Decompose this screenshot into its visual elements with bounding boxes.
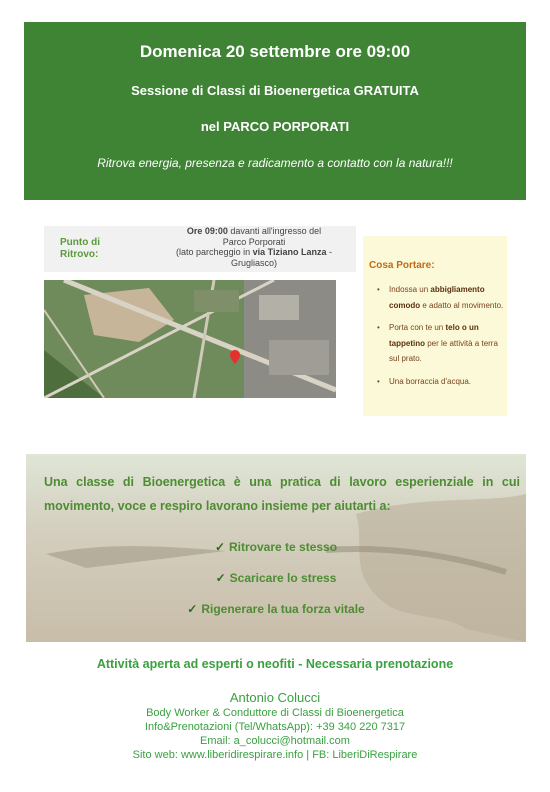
check-icon: ✓ — [214, 540, 225, 554]
meeting-label-line1: Punto di — [60, 237, 100, 248]
meeting-point-label — [60, 237, 100, 261]
meeting-point-box — [44, 226, 356, 272]
event-header — [24, 22, 526, 200]
benefit-item-3 — [26, 602, 526, 616]
contact-email[interactable]: Email: a_colucci@hotmail.com — [200, 735, 350, 747]
meeting-time: Ore 09:00 — [186, 226, 228, 236]
bring-item1-post: e adatto al movimento. — [420, 300, 504, 310]
bioenergetics-intro: Una classe di Bioenergetica è una pratica di lavoro esperienziale in cui movimento, voce e respiro lavorano insieme per aiutarti a: — [44, 475, 520, 513]
event-date-title: Domenica 20 settembre ore 09:00 — [139, 42, 411, 61]
benefit-item-2 — [26, 571, 526, 585]
map-graphic — [44, 280, 336, 398]
contact-phone[interactable]: Info&Prenotazioni (Tel/WhatsApp): +39 340 220 7317 — [144, 721, 406, 733]
check-icon: ✓ — [215, 571, 226, 585]
meeting-street: via Tiziano Lanza — [252, 247, 327, 257]
contact-block — [0, 690, 550, 762]
benefit-text-1: Ritrovare te stesso — [229, 540, 338, 554]
meeting-line2: Parco Porporati — [222, 236, 286, 247]
bring-item2-pre: Porta con te un — [389, 323, 446, 332]
what-to-bring-title: Cosa Portare: — [369, 260, 435, 271]
contact-role: Body Worker & Conduttore di Classi di Bioenergetica — [146, 707, 404, 719]
event-location: nel PARCO PORPORATI — [200, 119, 350, 134]
event-subtitle: Sessione di Classi di Bioenergetica GRATUITA — [131, 83, 419, 98]
bring-item2-bold: telo o un tappetino — [389, 323, 479, 348]
bioenergetics-box — [26, 454, 526, 642]
check-icon: ✓ — [187, 602, 198, 616]
benefit-item-1 — [26, 540, 526, 554]
bring-item1-pre: Indossa un — [389, 285, 431, 294]
what-to-bring-box — [363, 236, 507, 416]
meeting-point-text — [156, 226, 352, 268]
contact-web[interactable]: Sito web: www.liberidirespirare.info | FB: LiberiDiRespirare — [132, 749, 418, 761]
contact-name: Antonio Colucci — [229, 690, 321, 705]
open-notice: Attività aperta ad esperti o neofiti - Necessaria prenotazione — [96, 657, 454, 671]
bring-item1-bold: abbigliamento comodo — [389, 285, 485, 310]
meeting-line1: davanti all'ingresso del — [227, 226, 322, 236]
list-item — [367, 374, 505, 390]
list-item — [367, 282, 505, 313]
location-map[interactable] — [44, 280, 336, 398]
benefit-text-2: Scaricare lo stress — [229, 571, 337, 585]
meeting-line3-pre: (lato parcheggio in — [176, 247, 253, 257]
meeting-line4: Grugliasco) — [230, 257, 277, 268]
meeting-line3-post: - — [326, 247, 332, 257]
map-pin-icon — [230, 350, 240, 364]
meeting-label-line2: Ritrovo: — [60, 249, 99, 260]
bring-item3: Una borraccia d'acqua. — [389, 376, 472, 386]
benefit-text-3: Rigenerare la tua forza vitale — [201, 602, 365, 616]
event-tagline: Ritrova energia, presenza e radicamento a contatto con la natura!!! — [97, 156, 453, 170]
what-to-bring-list — [367, 282, 505, 396]
bring-item2-post: per le attività a terra sul prato. — [389, 338, 498, 363]
list-item — [367, 320, 505, 367]
